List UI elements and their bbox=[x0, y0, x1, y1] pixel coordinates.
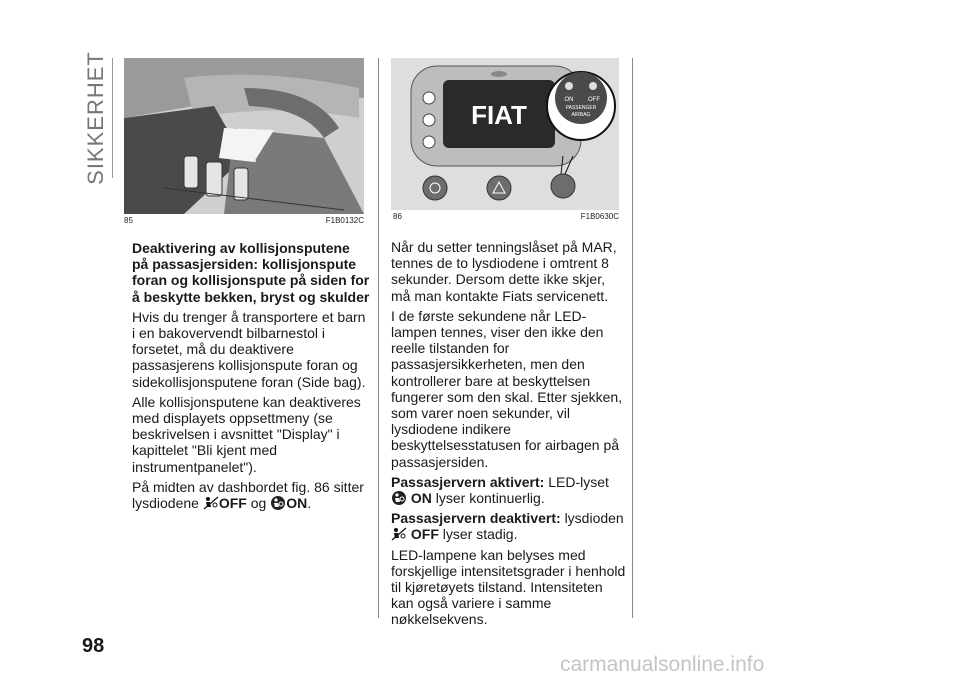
figure-85-pedals-illustration bbox=[124, 58, 364, 214]
right-text-column bbox=[391, 239, 627, 632]
paragraph: LED-lampene kan belyses med forskjellige intensitetsgrader i henhold til kjøretøyets tilstand. Intensiteten kan også variere i samme nøkkelsekvens. bbox=[391, 546, 626, 628]
figure-85-number: 85 bbox=[124, 216, 133, 225]
screen-brand-text: FIAT bbox=[471, 100, 527, 130]
paragraph: Alle kollisjonsputene kan deaktiveres med displayets oppsettmeny (se beskrivelsen i avsnittet "Display" i kapittelet "Bli kjent med instrumentpanelet"). bbox=[132, 393, 361, 475]
paragraph: I de første sekundene når LED-lampen tennes, viser den ikke den reelle tilstanden for passasjersikkerheten, men den kontrollerer bare at beskyttelsen fungerer som den skal. Etter sjekken, som varer noen sekunder, vil lysdiodene indikere beskyttelsesstatusen for airbagen på passasjersiden. bbox=[391, 307, 623, 470]
paragraph-protection-on: Passasjervern aktivert: LED-lyset ON lyser kontinuerlig. bbox=[391, 473, 609, 507]
left-text-column bbox=[132, 240, 370, 515]
figure-86-code: F1B0630C bbox=[580, 212, 619, 221]
led-on-label: ON bbox=[564, 97, 574, 103]
passenger-airbag-on-icon bbox=[391, 491, 407, 505]
section-title: SIKKERHET bbox=[83, 50, 108, 185]
passenger-airbag-off-icon bbox=[391, 527, 407, 541]
paragraph: Når du setter tenningslåset på MAR, tennes de to lysdiodene i omtrent 8 sekunder. Dersom dette ikke skjer, må man kontakte Fiats servicenett. bbox=[391, 239, 617, 304]
page-number: 98 bbox=[82, 635, 105, 657]
led-off-label: OFF bbox=[588, 97, 600, 103]
watermark: carmanualsonline.info bbox=[560, 653, 765, 676]
section-divider bbox=[112, 58, 113, 178]
section-heading: Deaktivering av kollisjonsputene på passasjersiden: kollisjonspute foran og kollisjonspute på siden for å beskytte bekken, bryst og skulder bbox=[132, 240, 370, 305]
paragraph-protection-off: Passasjervern deaktivert: lysdioden OFF lyser stadig. bbox=[391, 510, 624, 543]
passenger-airbag-on-icon bbox=[270, 496, 286, 510]
figure-85-code: F1B0132C bbox=[325, 216, 364, 225]
column-divider-right bbox=[632, 58, 633, 618]
airbag-label: AIRBAG bbox=[571, 112, 591, 118]
figure-86-number: 86 bbox=[393, 212, 402, 221]
paragraph: Hvis du trenger å transportere et barn i en bakovervendt bilbarnestol i forsetet, må du deaktivere passasjerens kollisjonspute foran og sidekollisjonsputene foran (Side bag). bbox=[132, 308, 366, 390]
passenger-label: PASSENGER bbox=[565, 105, 597, 111]
column-divider bbox=[378, 58, 379, 618]
passenger-airbag-off-icon bbox=[203, 496, 219, 510]
figure-86-dashboard-illustration bbox=[391, 58, 619, 210]
paragraph-led-reference: På midten av dashbordet fig. 86 sitter lysdiodene OFF og ON. bbox=[132, 478, 364, 512]
